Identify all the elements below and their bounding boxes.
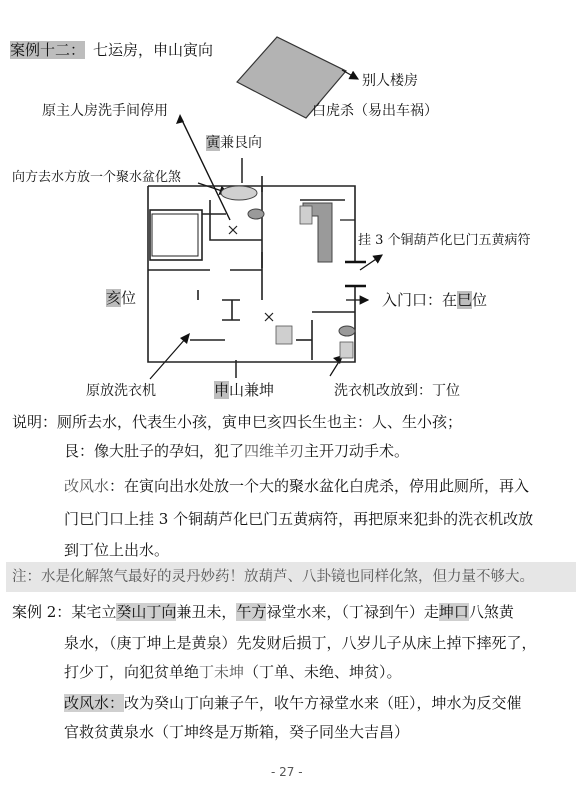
explain-line-2: 艮：像大肚子的孕妇，犯了四维羊刃主开刀动手术。	[64, 442, 410, 460]
fix-line-2: 门巳门口上挂 3 个铜葫芦化巳门五黄病符，再把原来犯卦的洗衣机改放	[64, 510, 534, 528]
case-label: 案例十二：	[10, 41, 86, 59]
old-toilet-label: 原主人房洗手间停用	[42, 103, 168, 119]
fix-line-1: 改风水：在寅向出水处放一个大的聚水盆化白虎杀，停用此厕所，再入	[64, 477, 530, 495]
shen-direction-label: 申山兼坤	[214, 381, 275, 399]
old-washer-label: 原放洗衣机	[86, 383, 156, 399]
other-building-arrow	[342, 70, 358, 79]
explain-line-1: 说明：厕所去水，代表生小孩，寅申巳亥四长生也主：人、生小孩；	[12, 413, 463, 431]
gourd-label: 挂 3 个铜葫芦化巳门五黄病符	[358, 233, 531, 248]
case-title: 七运房，申山寅向	[93, 41, 214, 59]
fix-line-3: 到丁位上出水。	[64, 541, 170, 559]
furniture	[221, 186, 355, 358]
new-washer-label: 洗衣机改放到：丁位	[334, 383, 460, 399]
case2-line-2: 泉水，（庚丁坤上是黄泉）先发财后损丁，八岁儿子从床上掉下摔死了，	[64, 634, 537, 652]
case-heading	[10, 39, 213, 60]
old-washer-arrow	[150, 338, 186, 379]
basin-label: 向方去水方放一个聚水盆化煞	[12, 170, 182, 185]
case2-fix-line-2: 官救贫黄泉水（丁坤终是万斯箱，癸子同坐大吉昌）	[64, 723, 410, 741]
hai-position-label: 亥位	[106, 289, 137, 307]
note-text: 注：水是化解煞气最好的灵丹妙药！放葫芦、八卦镜也同样化煞，但力量不够大。	[12, 569, 534, 585]
entrance-label: 入门口：在巳位	[382, 291, 488, 309]
page-number: - 27 -	[271, 765, 303, 779]
white-tiger-label: 白虎杀（易出车祸）	[312, 103, 438, 119]
yin-direction-label: 寅兼艮向	[206, 135, 262, 151]
case2-fix-line-1: 改风水：改为癸山丁向兼子午，收午方禄堂水来（旺），坤水为反交催	[64, 694, 522, 712]
case2-line-3: 打少丁，向犯贫单绝丁未坤（丁单、未绝、坤贫）。	[64, 663, 402, 681]
other-building-label: 别人楼房	[362, 73, 418, 89]
case2-line-1: 案例 2：某宅立癸山丁向兼丑未，午方禄堂水来，（丁禄到午）走坤口八煞黄	[12, 603, 514, 621]
